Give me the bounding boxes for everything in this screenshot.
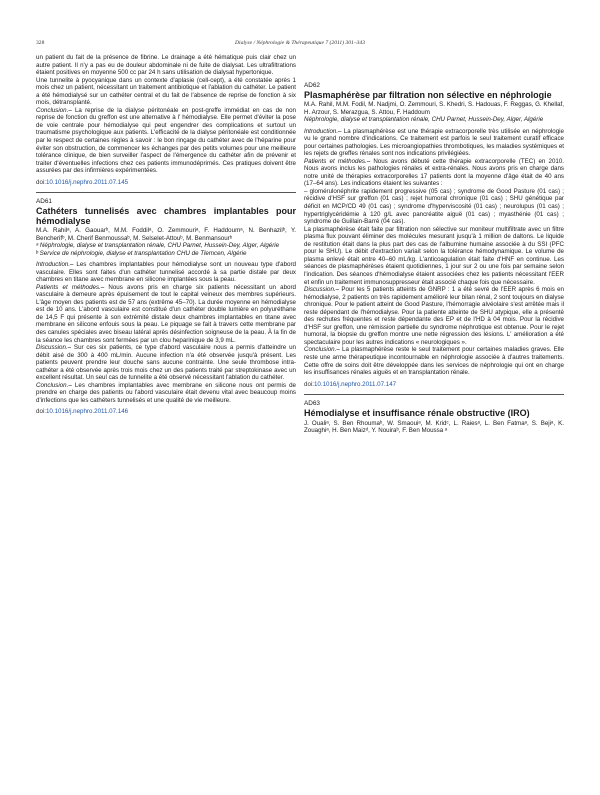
affiliation: Néphrologie, dialyse et transplantation rénale, CHU Parnet, Hussein-Dey, Alger, Algérie: [304, 116, 544, 124]
journal-citation: Dialyse / Néphrologie & Thérapeutique 7 (2011) 301–343: [234, 40, 366, 46]
section-label: Conclusion.–: [36, 381, 72, 389]
doi-link[interactable]: 10.1016/j.nephro.2011.07.146: [45, 408, 129, 416]
section-label: Introduction.–: [304, 127, 342, 135]
section-label: Patients et méthodes.–: [304, 157, 371, 165]
doi-prefix: doi:: [36, 408, 46, 416]
doi-line: [36, 408, 296, 416]
left-column: [36, 54, 296, 416]
affiliation: ᵇ Service de néphrologie, dialyse et transplantation CHU de Tlemcen, Algérie: [36, 249, 247, 257]
conclusion-text: Les chambres implantables avec membrane en silicone nous ont permis de prendre en charge des patients ou l'abord vasculaire était devenu vital avec beaucoup moins d'infections que les cathéters tunnelisés et une qualité de vie meilleure.: [36, 381, 296, 404]
section-divider: [36, 192, 296, 193]
section-label: Conclusion.–: [36, 106, 72, 114]
body-paragraph: un patient du fait de la présence de fibrine. Le drainage a été hématique puis clair chez un autre patient. Il n'y a pas eu de douleur abdominale ni de fuite de dialysat. Les ultrafiltrations étaient positives en moyenne 500 cc par 24 h sans utilisation de dialysat hypertonique.: [36, 54, 296, 77]
discussion-paragraph: [304, 286, 564, 346]
author-list: M.A. Rahil, M.M. Fodil, M. Nadjmi, O. Zemmouri, S. Khedri, S. Hadouas, F. Reggas, G. Khellaf, H. Arzour, S. Merazgua, S. Attou, F. Haddoum: [304, 101, 564, 116]
intro-paragraph: [36, 261, 296, 284]
intro-text: La plasmaphérèse est une thérapie extracorporelle très utilisée en néphrologie vu le grand nombre d'indications. Ce traitement est parfois le seul traitement curatif efficace pour certaines pathologies. Les microangiopathies thrombotiques, les maladies systémiques et les rejets de greffes rénales sont nos indications privilégiées.: [304, 127, 564, 158]
discussion-paragraph: [36, 344, 296, 382]
conclusion-paragraph: [36, 107, 296, 175]
discussion-text: Pour les 5 patients atteints de GNRP : 1 a été sevré de l'EER après 6 mois en hémodialyse, 2 patients on très rapidement amélioré leur bilan rénal, 2 sont toujours en dialyse chronique. Pour le patient atteint de Good Pasture, l'hémorragie alvéolaire s'est arrêtée mais il reste dépendant de l'hémodialyse. Pour la patiente atteinte de SHU atypique, elle a présenté des rechutes fréquentes et reste dépendante des EP et de l'HD à 04 mois. Pour la récidive d'HSF sur greffon, une rémission partielle du syndrome néphrotique est obtenue. Pour le rejet humoral, la biopsie du greffon montre une nette régression des lésions. L' amélioration a été spectaculaire pour les autres indications « neurologiques ».: [304, 286, 564, 346]
discussion-text: Sur ces six patients, ce type d'abord vasculaire nous a permis d'atteindre un débit aisé de 300 à 400 mL/min. Aucune infection n'a été observée jusqu'à présent. Les patients peuvent prendre leur douche sans aucune contrainte. Une seule thrombose intra-cathéter a été observée après trois mois chez un des patients traité par streptokinase avec un excellent résultat. Un seul cas de tunnelite a été observé nécessitant l'ablation du cathéter.: [36, 344, 296, 382]
methods-text: Nous avons débuté cette thérapie extracorporelle (TEC) en 2010. Nous avons inclus les pathologies rénales et extra-rénales. Nous avons pris en charge dans notre unité de thérapies extracorporelles 17 patients dont la moyenne d'âge était de 40 ans (17–64 ans). Les indications étaient les suivantes :: [304, 157, 564, 188]
conclusion-paragraph: [304, 346, 564, 376]
doi-link[interactable]: 10.1016/j.nephro.2011.07.145: [45, 178, 129, 186]
methods-paragraph: [36, 284, 296, 344]
methods-paragraph: [304, 158, 564, 188]
section-label: Introduction.–: [36, 261, 74, 269]
right-column: [304, 82, 564, 434]
doi-link[interactable]: 10.1016/j.nephro.2011.07.147: [313, 380, 397, 388]
running-header: [36, 40, 564, 52]
intro-paragraph: [304, 128, 564, 158]
section-label: Discussion.–: [304, 286, 340, 294]
doi-line: [36, 179, 296, 187]
abstract-code: AD62: [304, 82, 320, 89]
methods-text: Nous avons pris en charge six patients nécessitant un abord vasculaire à demeure après épuisement de tout le capital veineux des membres supérieurs. L'âge moyen des patients est de 57 ans (extrême 45–70). La durée moyenne en hémodialyse est de 10 ans. L'abord vasculaire est constitué d'un cathéter double lumière en polyuréthane de 14,5 F qui présente à son extrémité distale deux chambres implantables en titane avec membrane en silicone enfouis sous la peau. Le piquage se fait à travers cette membrane par des canules spéciales avec biseau latéral après désinfection soigneuse de la peau. À la fin de la séance les chambres sont fermées par un clou heparinique de 3,9 mL.: [36, 283, 296, 344]
author-list: M.A. Rahilᵃ, A. Gaouarᵇ, M.M. Foddilᵃ, O. Zemmouriᵃ, F. Haddoumᵃ, N. Benhazilᵇ, Y. Bencherifᵇ, M. Cherif Benmoussaᵇ, M. Selselet-Attouᵇ, M. Benmansourᵇ: [36, 227, 296, 242]
abstract-title: Plasmaphérèse par filtration non sélective en néphrologie: [304, 89, 552, 100]
body-paragraph: Une tunnelite à pyocyanique dans un contexte d'aplasie (cell-cept), a été constatée après 1 mois chez un patient, nécessitant un traitement antibiotique et l'ablation du cathéter. Le patient a été hémodialysé sur un cathéter central et du fait de l'absence de reprise de fonction à six mois, détransplanté.: [36, 76, 296, 107]
abstract-code: AD61: [36, 198, 52, 206]
conclusion-text: La reprise de la dialyse péritonéale en post-greffe immédiat en cas de non reprise de fonction du greffon est une alternative à l' hémodialyse. Elle permet d'éviter la pose de voie centrale pour hémodialyse qui peut engendrer des complications et surtout un traumatisme psychologique aux patients. L'efficacité de la dialyse péritonéale est conditionnée par le respect de certaines règles à savoir : le bon rinçage du cathéter avec de l'héparine pour éviter son obstruction, de commencer les échanges par des petits volumes pour une meilleure tolérance clinique, de bien surveiller l'aspect de l'émergence du cathéter afin de prévenir et traiter d'éventuelles infections chez ces patients immunodéprimés. Ces pratiques doivent être assurées par des infirmières expérimentées.: [36, 106, 296, 175]
page-number: 328: [36, 40, 45, 46]
intro-text: Les chambres implantables pour hémodialyse sont un nouveau type d'abord vasculaire. Elles sont faites d'un cathéter tunnelisé accordé à sa partie distale par deux chambres en titane avec membrane en silicone implantées sous la peau.: [36, 261, 296, 284]
body-paragraph: La plasmaphérèse était faite par filtration non sélective sur moniteur multifiltrate avec un filtre plasma flux pouvant éliminer des molécules mesurant jusqu'à 1 million de daltons. Le liquide de restitution était dans la plus part des cas de l'albumine humaine associée à du SSI (PFC pour le SHU). Le débit d'extraction variait selon la tolérance hémodynamique. Le volume de plasma enlevé était entre 40–60 mL/kg. L'anticoagulation était faite d'HNF en continue. Les séances de plasmaphérèses étaient quotidiennes, 1 jour sur 2 ou une fois par semaine selon l'indication. Des séances d'hémodialyse étaient associées chez les patients nécessitant l'EER et enfin un traitement immunosuppresseur était associé chaque fois que nécessaire.: [304, 225, 564, 286]
doi-prefix: doi:: [304, 380, 314, 388]
abstract-title: Hémodialyse et insuffisance rénale obstructive (IRO): [304, 407, 530, 418]
section-divider: [304, 394, 564, 395]
section-label: Conclusion.–: [304, 346, 340, 354]
abstract-title: Cathéters tunnelisés avec chambres implantables pour hémodialyse: [36, 205, 296, 226]
indications-list: – glomérulonéphrite rapidement progressive (05 cas) ; syndrome de Good Pasture (01 cas) ; récidive d'HSF sur greffon (01 cas) ; rejet humoral chronique (01 cas) ; SHU génétique par déficit en MCP/CD 49 (01 cas) ; syndrome d'hyperviscosité (01 cas) ; neurolupus (01 cas) ; hypertriglycéridémie à 120 g/L avec pancréatite aiguë (01 cas) ; myasthénie (01 cas) ; syndrome de Guillain-Barré (04 cas).: [304, 187, 564, 226]
section-label: Discussion.–: [36, 344, 72, 352]
conclusion-text: La plasmaphérèse reste le seul traitement pour certaines maladies graves. Elle reste une arme thérapeutique incontournable en néphrologie associée à d'autres traitements. Cette offre de soins doit être développée dans les services de néphrologie qui ont en charge les insuffisances rénales aiguës et en transplantation rénale.: [304, 346, 564, 377]
author-list: J. Oualiᵃ, S. Ben Rhoumaᵇ, W. Smaouiᵃ, M. Kridᶜ, L. Raiesᵃ, L. Ben Fatmaᵃ, S. Bejiᵃ, K. Zouaghiᵃ, H. Ben Maizᵈ, Y. Nouiraᵇ, F. Ben Moussa ᵃ: [304, 419, 564, 434]
section-label: Patients et méthodes.–: [36, 283, 105, 291]
doi-prefix: doi:: [36, 178, 46, 186]
abstract-code: AD63: [304, 400, 320, 408]
conclusion-paragraph: [36, 382, 296, 405]
doi-line: [304, 381, 564, 389]
affiliation: ᵃ Néphrologie, dialyse et transplantation rénale, CHU Parnet, Hussein-Dey, Alger, Algérie: [36, 242, 280, 250]
